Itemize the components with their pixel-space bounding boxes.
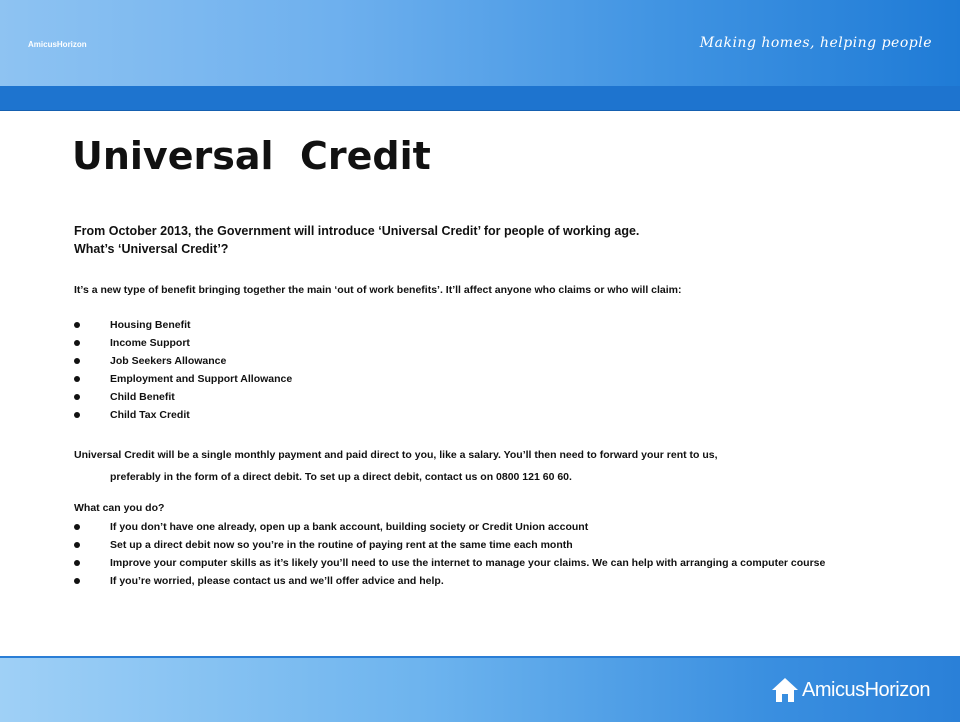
bullet-icon bbox=[74, 322, 80, 328]
benefit-label: Employment and Support Allowance bbox=[110, 373, 293, 385]
list-item bbox=[74, 520, 864, 534]
footer-logo bbox=[770, 675, 930, 705]
list-item bbox=[74, 574, 864, 588]
bullet-icon bbox=[74, 560, 80, 566]
footer-logo-text: AmicusHorizon bbox=[802, 678, 930, 701]
bullet-icon bbox=[74, 524, 80, 530]
what-can-you-do-heading: What can you do? bbox=[74, 502, 165, 514]
list-item bbox=[74, 408, 864, 422]
header-tagline: Making homes, helping people bbox=[699, 35, 932, 51]
benefit-label: Job Seekers Allowance bbox=[110, 355, 227, 367]
list-item bbox=[74, 556, 864, 570]
lead-section bbox=[74, 222, 864, 258]
uc-para-line-1: Universal Credit will be a single monthly payment and paid direct to you, like a salary. You’ll then need to forward your rent to us, bbox=[74, 449, 718, 461]
list-item bbox=[74, 354, 864, 368]
universal-credit-paragraph bbox=[74, 444, 864, 488]
bullet-icon bbox=[74, 340, 80, 346]
list-item bbox=[74, 336, 864, 350]
page-title: Universal Credit bbox=[72, 134, 431, 178]
house-logo-icon bbox=[770, 675, 800, 705]
benefit-label: Child Tax Credit bbox=[110, 409, 190, 421]
bullet-icon bbox=[74, 412, 80, 418]
list-item bbox=[74, 318, 864, 332]
bullet-icon bbox=[74, 542, 80, 548]
bullet-icon bbox=[74, 358, 80, 364]
benefits-list bbox=[74, 318, 864, 426]
benefit-label: Housing Benefit bbox=[110, 319, 191, 331]
uc-para-line-2: preferably in the form of a direct debit. To set up a direct debit, contact us on 0800 121 60 60. bbox=[110, 471, 572, 483]
action-label: If you’re worried, please contact us and we’ll offer advice and help. bbox=[110, 575, 444, 587]
bullet-icon bbox=[74, 394, 80, 400]
list-item bbox=[74, 390, 864, 404]
lead-line-1: From October 2013, the Government will introduce ‘Universal Credit’ for people of working age. bbox=[74, 224, 640, 238]
action-label: Improve your computer skills as it’s likely you’ll need to use the internet to manage your claims. We can help with arranging a computer course bbox=[110, 557, 826, 569]
benefit-label: Child Benefit bbox=[110, 391, 175, 403]
header-band bbox=[0, 86, 960, 111]
intro-text: It’s a new type of benefit bringing together the main ‘out of work benefits’. It’ll affect anyone who claims or who will claim: bbox=[74, 284, 682, 296]
list-item bbox=[74, 538, 864, 552]
lead-line-2: What’s ‘Universal Credit’? bbox=[74, 242, 229, 256]
action-label: Set up a direct debit now so you’re in the routine of paying rent at the same time each month bbox=[110, 539, 573, 551]
action-label: If you don’t have one already, open up a bank account, building society or Credit Union account bbox=[110, 521, 589, 533]
benefit-label: Income Support bbox=[110, 337, 190, 349]
list-item bbox=[74, 372, 864, 386]
header-brand: AmicusHorizon bbox=[28, 40, 87, 49]
bullet-icon bbox=[74, 376, 80, 382]
actions-list bbox=[74, 520, 864, 592]
bullet-icon bbox=[74, 578, 80, 584]
